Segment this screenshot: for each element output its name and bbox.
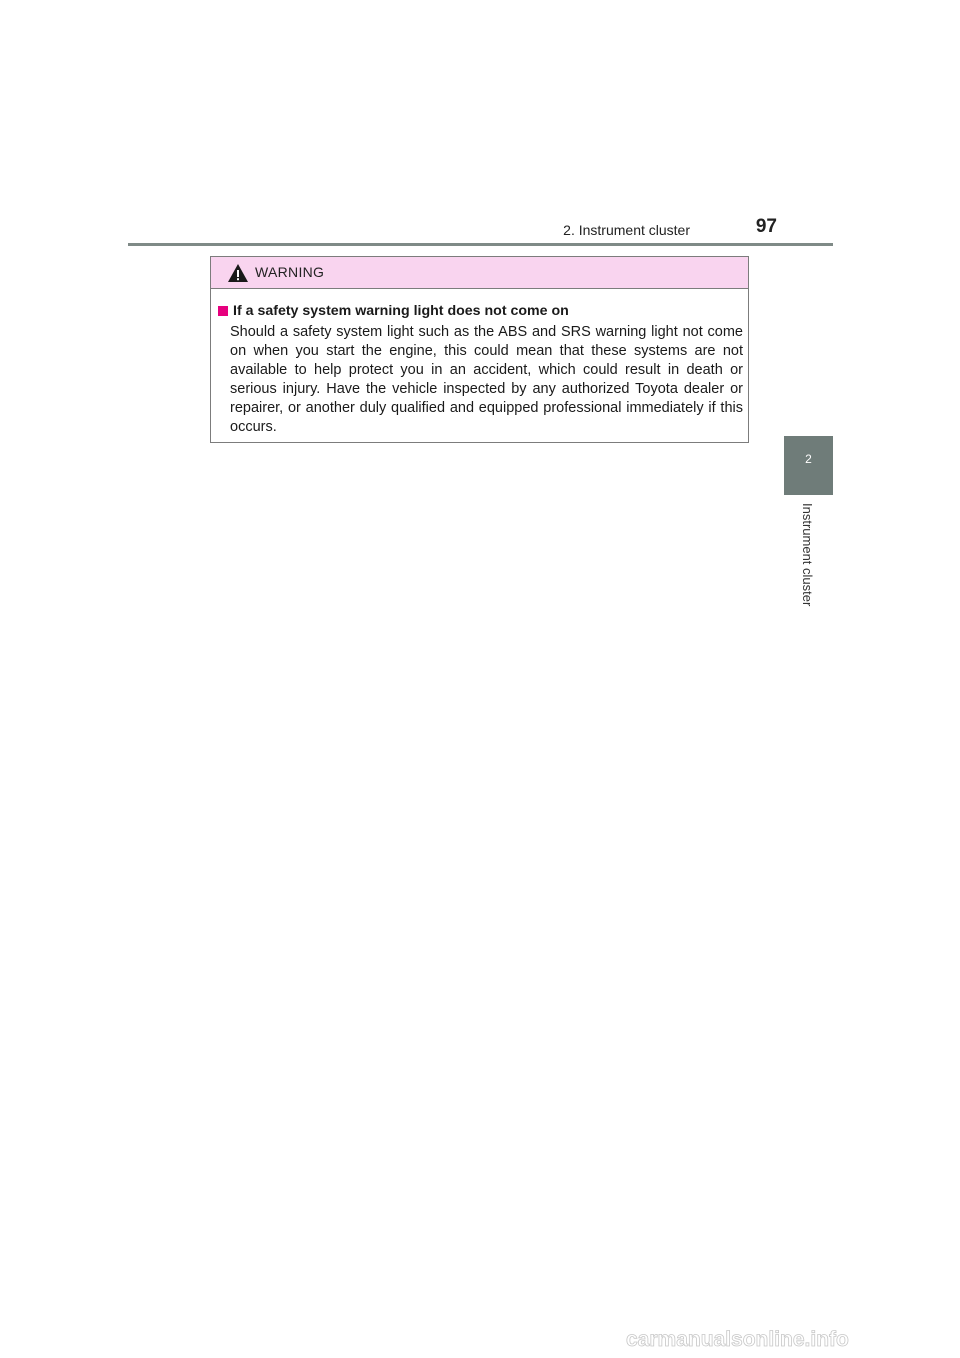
warning-label: WARNING — [255, 264, 325, 280]
chapter-number: 2 — [805, 452, 812, 466]
warning-triangle-icon — [227, 263, 249, 283]
bullet-square-icon — [218, 306, 228, 316]
watermark-text: carmanualsonline.info — [626, 1328, 849, 1351]
warning-item-body: Should a safety system light such as the ABS and SRS warning light not come on when you start the engine, this could mean that these systems are not available to help protect you in an accident, which could result in death or serious injury. Have the vehicle inspected by any authorized Toyota dealer or repairer, or another duly qualified and equipped professional immediately if this occurs. — [230, 324, 743, 435]
warning-box — [210, 256, 749, 443]
page-number: 97 — [755, 216, 777, 237]
header-divider — [128, 243, 833, 246]
section-title: 2. Instrument cluster — [563, 222, 690, 238]
warning-item-heading — [218, 301, 743, 321]
warning-header — [211, 257, 748, 289]
watermark-logo — [620, 1325, 952, 1353]
chapter-title: Instrument cluster — [800, 503, 815, 607]
warning-content — [218, 301, 743, 437]
warning-item-title: If a safety system warning light does not come on — [233, 303, 569, 319]
